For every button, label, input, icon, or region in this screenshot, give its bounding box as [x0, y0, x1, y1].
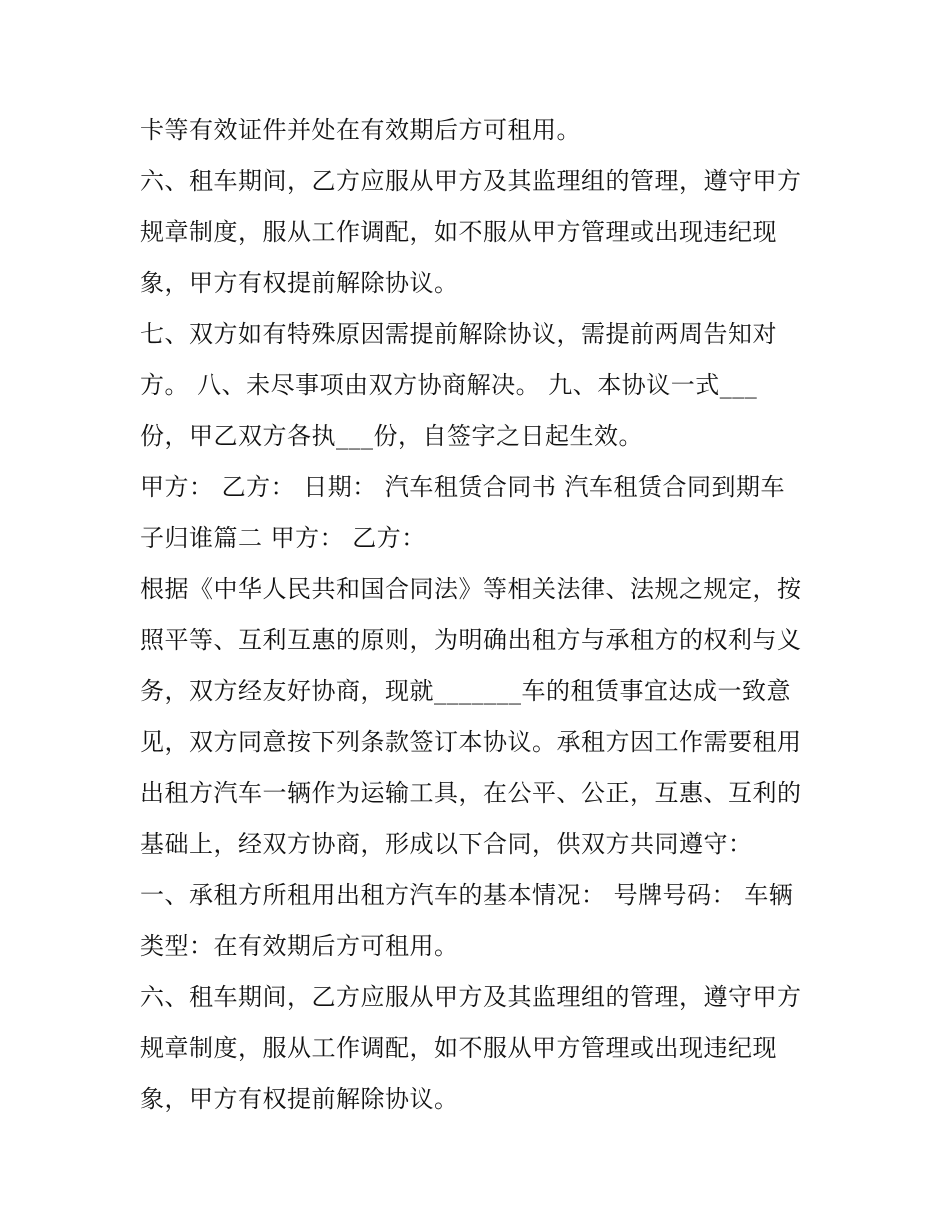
text-line: 子归谁篇二 甲方： 乙方：: [140, 524, 426, 552]
text-line: 卡等有效证件并处在有效期后方可租用。: [140, 116, 581, 144]
text-line: 类型：在有效期后方可租用。: [140, 932, 459, 960]
text-line: 象，甲方有权提前解除协议。: [140, 269, 459, 297]
text-line: 根据《中华人民共和国合同法》等相关法律、法规之规定，按: [140, 575, 802, 603]
text-line: 基础上，经双方协商，形成以下合同，供双方共同遵守：: [140, 830, 753, 858]
text-line: 甲方： 乙方： 日期： 汽车租赁合同书 汽车租赁合同到期车: [140, 473, 786, 501]
text-line: 出租方汽车一辆作为运输工具，在公平、公正，互惠、互利的: [140, 779, 802, 807]
text-line: 象，甲方有权提前解除协议。: [140, 1085, 459, 1113]
text-line: 照平等、互利互惠的原则，为明确出租方与承租方的权利与义: [140, 626, 802, 654]
text-line: 六、租车期间，乙方应服从甲方及其监理组的管理，遵守甲方: [140, 983, 802, 1011]
text-line: 六、租车期间，乙方应服从甲方及其监理组的管理，遵守甲方: [140, 167, 802, 195]
text-line: 规章制度，服从工作调配，如不服从甲方管理或出现违纪现: [140, 1034, 777, 1062]
text-line: 份，甲乙双方各执___份，自签字之日起生效。: [140, 422, 643, 450]
text-line: 规章制度，服从工作调配，如不服从甲方管理或出现违纪现: [140, 218, 777, 246]
text-line: 方。 八、未尽事项由双方协商解决。 九、本协议一式___: [140, 371, 758, 399]
text-line: 务，双方经友好协商，现就_______车的租赁事宜达成一致意: [140, 677, 791, 705]
text-line: 见，双方同意按下列条款签订本协议。承租方因工作需要租用: [140, 728, 802, 756]
text-line: 一、承租方所租用出租方汽车的基本情况： 号牌号码： 车辆: [140, 881, 794, 909]
text-line: 七、双方如有特殊原因需提前解除协议，需提前两周告知对: [140, 320, 777, 348]
